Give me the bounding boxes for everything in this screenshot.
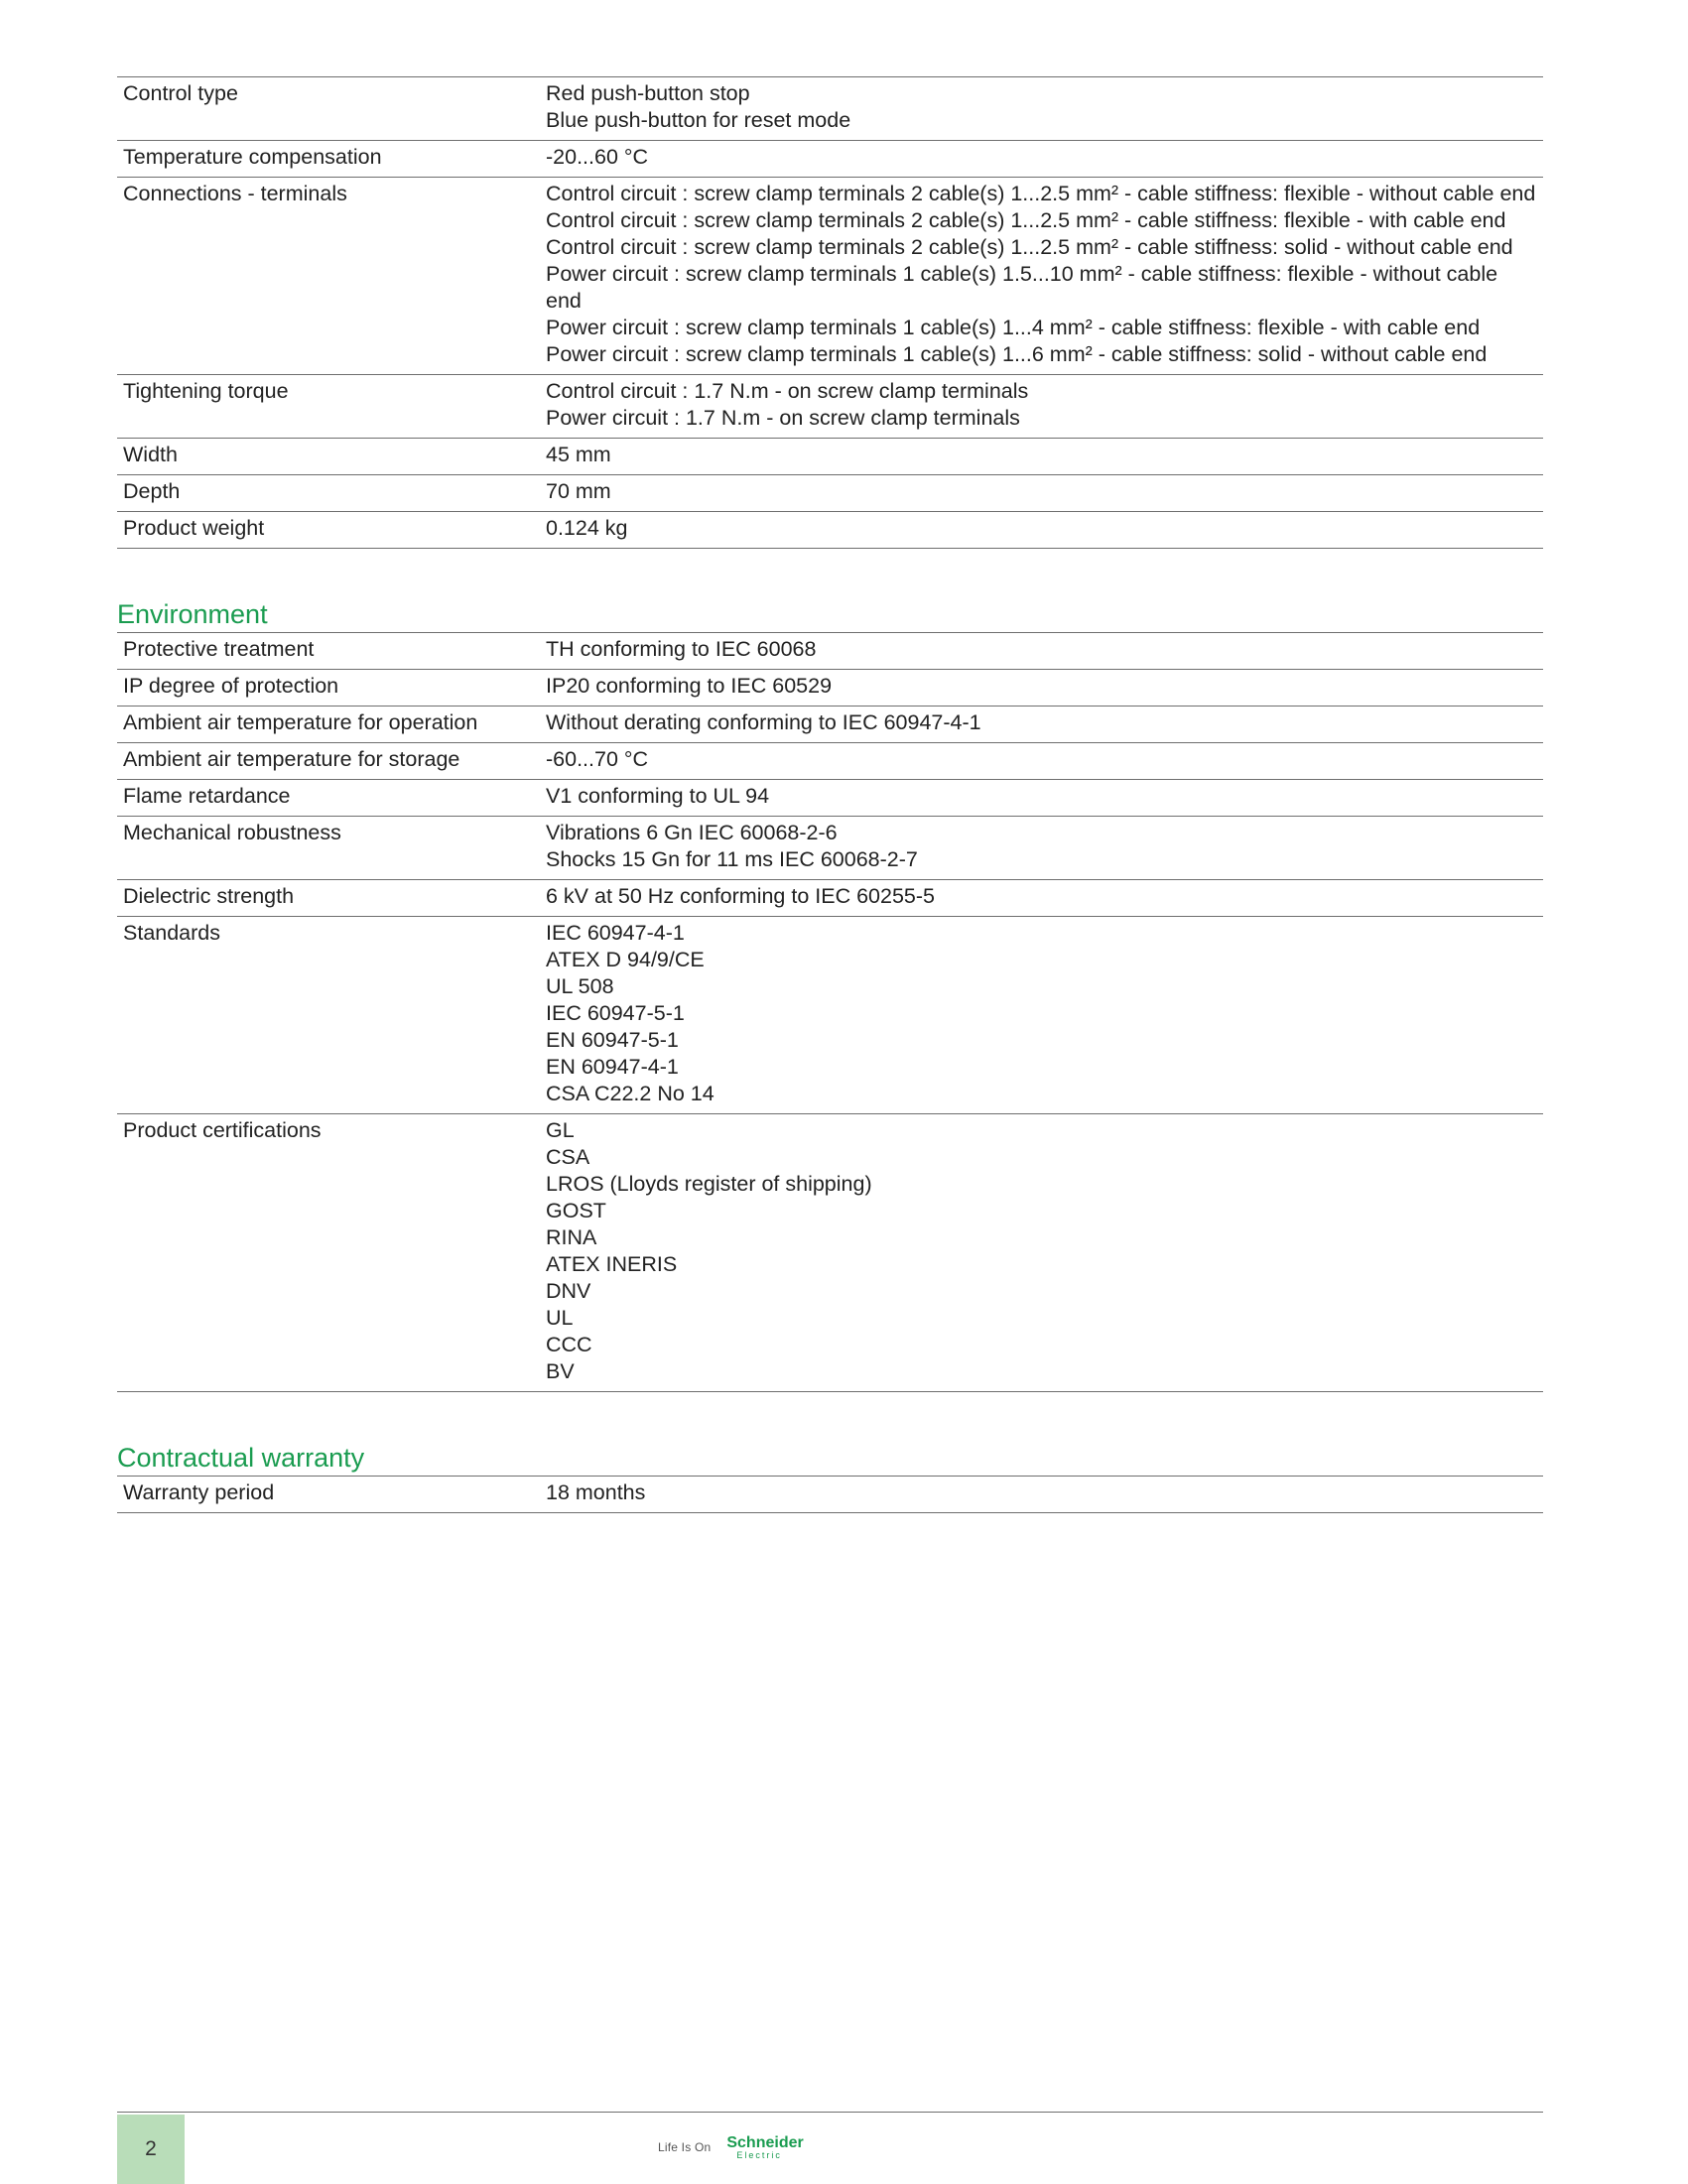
spec-label: Control type [123, 81, 238, 105]
spec-label: Protective treatment [123, 637, 315, 661]
spec-label: Tightening torque [123, 379, 289, 403]
spec-value-line: UL [546, 1306, 574, 1330]
spec-value-line: Red push-button stop [546, 81, 750, 105]
warranty-title: Contractual warranty [117, 1442, 1543, 1477]
footer-divider [117, 2112, 1543, 2113]
spec-label: Standards [123, 921, 221, 945]
spec-label: Dielectric strength [123, 884, 295, 908]
spec-value [540, 1114, 1543, 1392]
logo-sub: Electric [736, 2149, 782, 2160]
spec-value [540, 633, 1543, 670]
spec-value [540, 375, 1543, 439]
spec-value-line: Shocks 15 Gn for 11 ms IEC 60068-2-7 [546, 847, 918, 871]
spec-value-line: TH conforming to IEC 60068 [546, 637, 817, 661]
spec-value-line: IEC 60947-4-1 [546, 921, 685, 945]
spec-row [117, 375, 1543, 439]
spec-value-line: 45 mm [546, 443, 611, 466]
spec-label: Warranty period [123, 1480, 275, 1504]
spec-value-line: EN 60947-5-1 [546, 1028, 679, 1052]
spec-row [117, 780, 1543, 817]
spec-label: Temperature compensation [123, 145, 382, 169]
spec-row [117, 1114, 1543, 1392]
spec-row [117, 77, 1543, 141]
brand-tagline: Life Is On [658, 2140, 712, 2154]
main-spec-table [117, 76, 1543, 549]
spec-value-line: BV [546, 1359, 575, 1383]
environment-body [117, 633, 1543, 1392]
spec-value-line: -20...60 °C [546, 145, 649, 169]
spec-value-line: Control circuit : screw clamp terminals 2 cable(s) 1...2.5 mm² - cable stiffness: solid - without cable end [546, 235, 1513, 259]
spec-row [117, 1477, 1543, 1513]
spec-value-line: GOST [546, 1199, 606, 1222]
schneider-logo [726, 2135, 803, 2160]
spec-value-line: Blue push-button for reset mode [546, 108, 851, 132]
spec-value-line: Power circuit : screw clamp terminals 1 cable(s) 1...6 mm² - cable stiffness: solid - without cable end [546, 342, 1488, 366]
spec-value-line: DNV [546, 1279, 591, 1303]
spec-row [117, 178, 1543, 375]
spec-value [540, 917, 1543, 1114]
spec-label: Product weight [123, 516, 265, 540]
spec-value-line: Without derating conforming to IEC 60947-4-1 [546, 710, 981, 734]
spec-value-line: IP20 conforming to IEC 60529 [546, 674, 833, 698]
spec-value-line: CSA [546, 1145, 590, 1169]
spec-label: Ambient air temperature for storage [123, 747, 460, 771]
spec-row [117, 743, 1543, 780]
spec-row [117, 439, 1543, 475]
spec-value [540, 178, 1543, 375]
warranty-body [117, 1477, 1543, 1513]
spec-row [117, 475, 1543, 512]
logo-name: Schneider [726, 2133, 804, 2151]
spec-value-line: ATEX INERIS [546, 1252, 678, 1276]
spec-row [117, 917, 1543, 1114]
spec-value [540, 141, 1543, 178]
spec-row [117, 707, 1543, 743]
page-number [117, 2115, 185, 2184]
spec-value-line: V1 conforming to UL 94 [546, 784, 770, 808]
spec-label: Connections - terminals [123, 182, 347, 205]
spec-value-line: -60...70 °C [546, 747, 649, 771]
brand-logo [658, 2130, 804, 2164]
main-spec-body [117, 77, 1543, 549]
spec-value-line: Control circuit : 1.7 N.m - on screw clamp terminals [546, 379, 1029, 403]
warranty-section [117, 1442, 1543, 1513]
spec-value [540, 707, 1543, 743]
spec-value [540, 439, 1543, 475]
spec-row [117, 141, 1543, 178]
spec-value-line: CSA C22.2 No 14 [546, 1082, 714, 1105]
spec-value [540, 670, 1543, 707]
spec-label: Product certifications [123, 1118, 322, 1142]
spec-row [117, 880, 1543, 917]
spec-value-line: Vibrations 6 Gn IEC 60068-2-6 [546, 821, 838, 844]
spec-value-line: 70 mm [546, 479, 611, 503]
spec-row [117, 670, 1543, 707]
spec-label: Flame retardance [123, 784, 291, 808]
spec-row [117, 512, 1543, 549]
datasheet-content [117, 76, 1543, 1513]
spec-value [540, 817, 1543, 880]
spec-value-line: 6 kV at 50 Hz conforming to IEC 60255-5 [546, 884, 935, 908]
spec-label: Mechanical robustness [123, 821, 341, 844]
environment-title: Environment [117, 598, 1543, 633]
page-number-text: 2 [145, 2137, 157, 2160]
spec-row [117, 817, 1543, 880]
spec-value-line: Power circuit : screw clamp terminals 1 cable(s) 1.5...10 mm² - cable stiffness: flexible - without cable end [546, 262, 1498, 313]
spec-value-line: EN 60947-4-1 [546, 1055, 679, 1079]
spec-value-line: GL [546, 1118, 575, 1142]
spec-value-line: Control circuit : screw clamp terminals 2 cable(s) 1...2.5 mm² - cable stiffness: flexible - with cable end [546, 208, 1506, 232]
spec-value [540, 512, 1543, 549]
spec-label: IP degree of protection [123, 674, 339, 698]
spec-row [117, 633, 1543, 670]
spec-value-line: RINA [546, 1225, 597, 1249]
spec-value-line: 18 months [546, 1480, 646, 1504]
spec-value-line: 0.124 kg [546, 516, 628, 540]
spec-value-line: IEC 60947-5-1 [546, 1001, 685, 1025]
spec-label: Depth [123, 479, 181, 503]
spec-value-line: ATEX D 94/9/CE [546, 948, 705, 971]
spec-value [540, 780, 1543, 817]
environment-table [117, 633, 1543, 1392]
spec-value [540, 1477, 1543, 1513]
spec-label: Ambient air temperature for operation [123, 710, 478, 734]
spec-label: Width [123, 443, 178, 466]
spec-value-line: UL 508 [546, 974, 614, 998]
spec-value-line: Power circuit : screw clamp terminals 1 cable(s) 1...4 mm² - cable stiffness: flexible - with cable end [546, 316, 1481, 339]
warranty-table [117, 1477, 1543, 1513]
spec-value [540, 743, 1543, 780]
spec-value-line: CCC [546, 1333, 592, 1356]
spec-value-line: Power circuit : 1.7 N.m - on screw clamp terminals [546, 406, 1020, 430]
spec-value [540, 77, 1543, 141]
spec-value-line: Control circuit : screw clamp terminals 2 cable(s) 1...2.5 mm² - cable stiffness: flexible - without cable end [546, 182, 1536, 205]
spec-value-line: LROS (Lloyds register of shipping) [546, 1172, 872, 1196]
spec-value [540, 880, 1543, 917]
spec-value [540, 475, 1543, 512]
environment-section [117, 598, 1543, 1392]
